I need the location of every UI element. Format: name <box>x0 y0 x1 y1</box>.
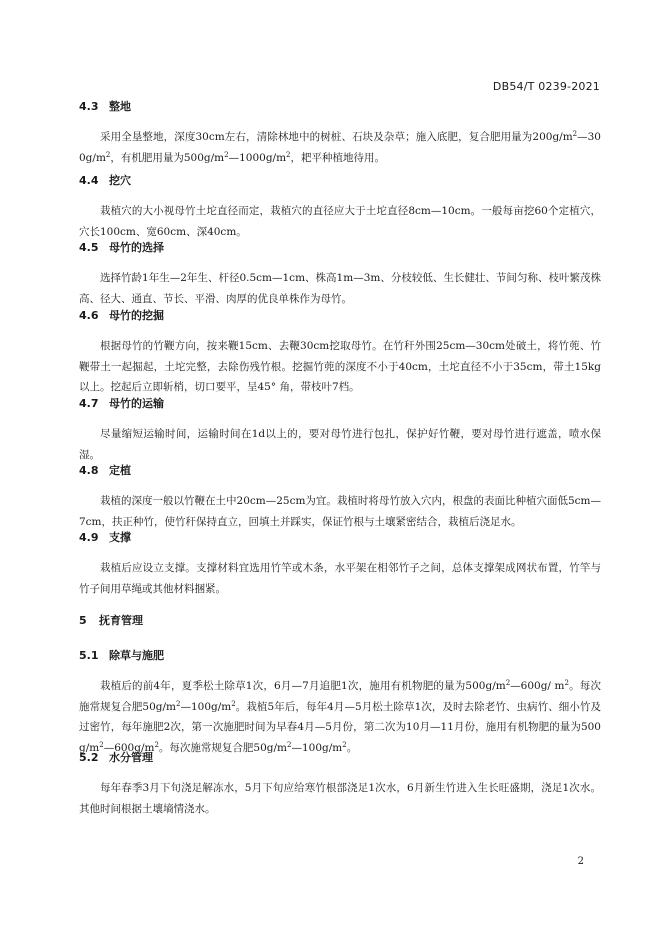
section-number: 4.5 <box>79 241 99 254</box>
section-paragraph: 采用全垦整地，深度30cm左右，清除林地中的树桩、石块及杂草；施入底肥，复合肥用量为$200g/m^2—300g/m^2$，有机肥用量为$500g/m^2—1000g/m^2$，耙平种植地待用。 <box>79 130 601 164</box>
chapter-title: 抚育管理 <box>99 614 143 627</box>
section-title: 水分管理 <box>109 751 153 764</box>
section-paragraph: 每年春季3月下旬浇足解冻水，5月下旬应给寒竹根部浇足1次水，6月新生竹进入生长旺盛期，浇足1次水。其他时间根据土壤墒情浇水。 <box>79 782 601 815</box>
section-5-1 <box>79 649 601 758</box>
chapter-heading <box>79 614 601 628</box>
section-number: 5.2 <box>79 751 99 764</box>
section-number: 4.3 <box>79 100 99 113</box>
section-number: 4.9 <box>79 531 99 544</box>
section-heading <box>79 241 601 255</box>
section-4-3 <box>79 100 601 168</box>
section-heading <box>79 174 601 188</box>
section-4-8 <box>79 464 601 532</box>
section-title: 除草与施肥 <box>109 649 164 662</box>
section-title: 母竹的选择 <box>109 241 164 254</box>
section-heading <box>79 397 601 411</box>
section-title: 整地 <box>109 100 131 113</box>
section-title: 母竹的运输 <box>109 397 164 410</box>
section-title: 定植 <box>109 464 131 477</box>
section-paragraph: 栽植后的前4年，夏季松土除草1次，6月—7月追肥1次，施用有机物肥的量为$500g/m^2—600g/$ $m^2$。每次施常规复合肥$50g/m^2—100g/m^2$。栽植5年后，每年4月—5月松土除草1次，及时去除老竹、虫病竹、细小竹及过密竹，每年施肥2次，第一次施肥时间为早春4月—5月份，第二次为10月—11月份，施用有机物肥的量为$500g/m^2—600g/m^2$。每次施常规复合肥$50g/m^2—100g/m^2$。 <box>79 679 601 754</box>
section-number: 4.8 <box>79 464 99 477</box>
section-title: 挖穴 <box>109 174 131 187</box>
section-number: 5.1 <box>79 649 99 662</box>
section-title: 母竹的挖掘 <box>109 309 164 322</box>
chapter-number: 5 <box>79 614 87 627</box>
section-4-7 <box>79 397 601 465</box>
section-heading <box>79 649 601 663</box>
section-heading <box>79 100 601 114</box>
section-heading <box>79 464 601 478</box>
page-number: 2 <box>577 856 584 867</box>
section-paragraph: 栽植的深度一般以竹鞭在土中20cm—25cm为宜。栽植时将母竹放入穴内，根盘的表面比种植穴面低5cm—7cm，扶正种竹，使竹秆保持直立，回填土并踩实，保证竹根与土壤紧密结合，栽植后浇足水。 <box>79 495 601 528</box>
section-paragraph: 尽量缩短运输时间，运输时间在1d以上的，要对母竹进行包扎，保护好竹鞭，要对母竹进行遮盖，喷水保湿。 <box>79 428 601 461</box>
section-heading <box>79 531 601 545</box>
section-paragraph: 栽植后应设立支撑。支撑材料宜选用竹竿或木条，水平架在相邻竹子之间，总体支撑架成网状布置，竹竿与竹子间用草绳或其他材料捆紧。 <box>79 562 601 595</box>
section-5-2 <box>79 751 601 819</box>
section-number: 4.4 <box>79 174 99 187</box>
section-heading <box>79 751 601 765</box>
section-title: 支撑 <box>109 531 131 544</box>
section-number: 4.7 <box>79 397 99 410</box>
section-4-9 <box>79 531 601 599</box>
section-paragraph: 根据母竹的竹鞭方向，按来鞭15cm、去鞭30cm挖取母竹。在竹秆外围25cm—30cm处破土，将竹蔸、竹鞭带土一起掘起，土坨完整，去除伤残竹根。挖掘竹蔸的深度不小于40cm，土坨直径不小于35cm，带土15kg以上。挖起后立即斩梢，切口要平，呈45° 角，带枝叶7档。 <box>79 340 601 393</box>
section-heading <box>79 309 601 323</box>
section-4-6 <box>79 309 601 398</box>
section-number: 4.6 <box>79 309 99 322</box>
section-paragraph: 栽植穴的大小视母竹土坨直径而定，栽植穴的直径应大于土坨直径8cm—10cm。一般每亩挖60个定植穴，穴长100cm、宽60cm、深40cm。 <box>79 205 601 238</box>
document-code: DB54/T 0239-2021 <box>492 80 600 93</box>
chapter-5 <box>79 614 601 628</box>
section-4-4 <box>79 174 601 242</box>
section-4-5 <box>79 241 601 309</box>
section-paragraph: 选择竹龄1年生—2年生、杆径0.5cm—1cm、株高1m—3m、分枝较低、生长健壮、节间匀称、枝叶繁茂株高、径大、通直、节长、平滑、肉厚的优良单株作为母竹。 <box>79 272 601 305</box>
